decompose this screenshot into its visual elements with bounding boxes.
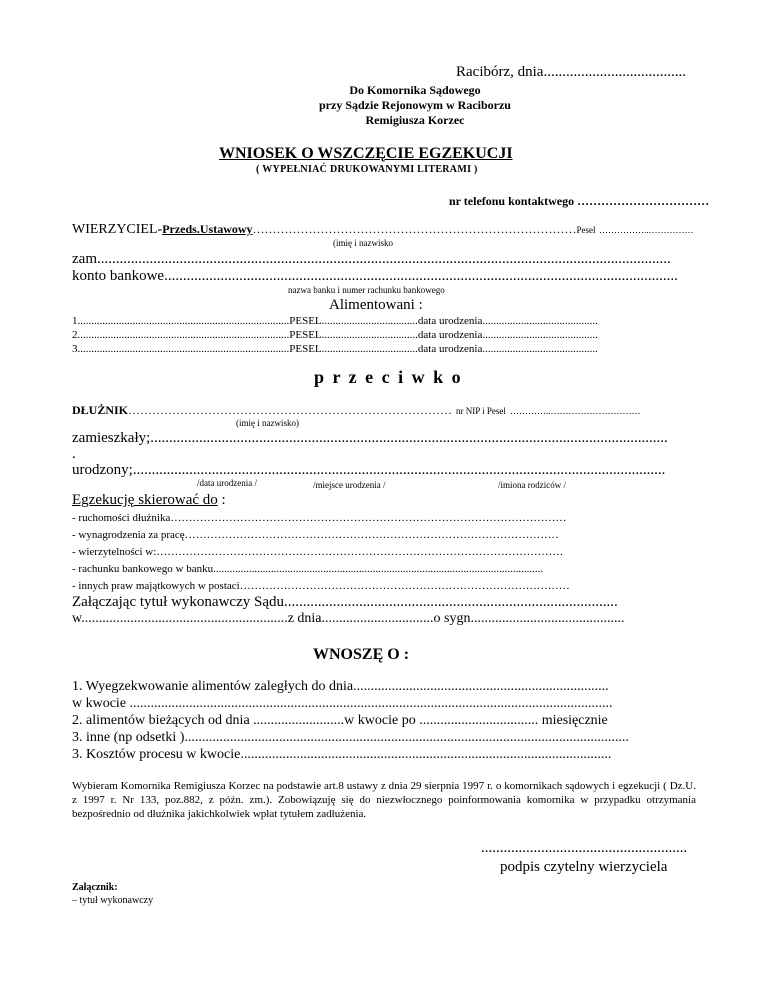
alimented-row-2-right: data urodzenia.......................................... [417,329,598,341]
alimented-row-2-left: 2.............................................................................PESEL................................... [72,329,418,341]
statement-paragraph: Wybieram Komornika Remigiusza Korzec na podstawie art.8 ustawy z dnia 29 sierpnia 1997 r. o komornikach sądowych i egzekucji ( Dz.U. z 1997 r. Nr 133, poz.882, z późn. zm.). Zobowiązuję się do niezwłocznego poinformowania komornika w przypadku otrzymania bezpośrednio od dłużnika jakichkolwiek wpłat tytułem zadłużenia. [72,780,696,820]
alimented-row-1 [72,315,598,327]
enforcement-title-line-2: w...........................................................z dnia................................o sygn............................................ [72,611,625,626]
recipient-line-2: przy Sądzie Rejonowym w Raciborzu [319,98,511,112]
request-item-1-amount: w kwocie .......................................................................................................................................... [72,696,613,711]
against-heading: p r z e c i w k o [314,367,463,387]
request-heading: WNOSZĘ O : [313,646,410,663]
enforcement-item-1: - ruchomości dłużnika……………………………………………………………………………………………… [72,512,567,524]
creditor-pesel-dots: ……………..…………… [599,225,694,235]
enforcement-heading [72,492,226,509]
enforcement-heading-text: Egzekucję skierować do [72,492,218,508]
attachment-item-1: – tytuł wykonawczy [72,895,154,906]
creditor-line [72,222,694,238]
alimented-row-3 [72,343,598,355]
document-subtitle: ( WYPEŁNIAĆ DRUKOWANYMI LITERAMI ) [256,164,478,175]
creditor-name-hint: (imię i nazwisko [333,238,393,248]
debtor-born: urodzony;.............................................................................................................................................. [72,462,666,478]
enforcement-item-2: - wynagrodzenia za pracę………………………………………………………………………………………… [72,529,559,541]
alimented-row-3-right: data urodzenia.......................................... [417,343,598,355]
creditor-bank-account: konto bankowe......................................................................................................................................... [72,268,678,284]
debtor-hint-date: /data urodzenia / [197,478,257,488]
alimented-row-2 [72,329,598,341]
request-item-4: 3. Kosztów procesu w kwocie.......................................................................................................... [72,747,612,762]
request-item-2: 2. alimentów bieżących od dnia ..........................w kwocie po .................................. miesięcznie [72,713,608,728]
debtor-nip-label: nr NIP i Pesel [456,406,506,416]
recipient-line-1: Do Komornika Sądowego [349,83,481,97]
place-date-line: Racibórz, dnia...................................... [456,64,686,80]
enforcement-item-3: - wierzytelności w:………………………………………………………………………………………………… [72,546,564,558]
debtor-label: DŁUŻNIK [72,403,129,417]
debtor-address-dot: . [72,446,76,462]
debtor-address: zamieszkały;.......................................................................................................................................... [72,430,668,446]
request-item-3: 3. inne (np odsetki )............................................................................................................................... [72,730,629,745]
alimented-row-3-left: 3.............................................................................PESEL................................... [72,343,418,355]
creditor-bank-hint: nazwa banku i numer rachunku bankowego [288,285,445,295]
alimented-heading: Alimentowani : [329,297,423,313]
debtor-name-hint: (imię i nazwisko) [236,418,299,428]
enforcement-title-line-1: Załączając tytuł wykonawczy Sądu......................................................................................... [72,594,618,610]
enforcement-item-5: - innych praw majątkowych w postaci……………………………………………………………………………… [72,580,570,592]
document-title: WNIOSEK O WSZCZĘCIE EGZEKUCJI [219,145,513,162]
debtor-hint-parents: /imiona rodziców / [498,480,566,490]
enforcement-item-4: - rachunku bankowego w banku........................................................................................................................ [72,563,544,575]
debtor-hint-place: /miejsce urodzenia / [313,480,386,490]
phone-line: nr telefonu kontaktwego …………………………… [449,194,710,208]
debtor-line [72,401,640,419]
creditor-value: Przeds.Ustawowy [162,222,253,236]
attachment-label: Załącznik: [72,882,118,893]
signature-dots: ....................................................... [481,840,688,856]
enforcement-heading-colon: : [217,492,226,508]
debtor-nip-dots: …………..………………………… [509,406,641,416]
alimented-row-1-right: data urodzenia.......................................... [417,315,598,327]
debtor-dots: ……………………………………………………………………… [128,403,453,417]
alimented-row-1-left: 1.............................................................................PESEL................................... [72,315,418,327]
signature-label: podpis czytelny wierzyciela [500,859,668,875]
recipient-line-3: Remigiusza Korzec [365,113,465,127]
creditor-address: zam......................................................................................................................................................... [72,251,671,267]
creditor-label: WIERZYCIEL- [72,222,163,237]
request-item-1: 1. Wyegzekwowanie alimentów zaległych do dnia......................................................................... [72,679,609,694]
creditor-dots: ……………………………………………………………………… [252,222,577,236]
creditor-pesel-label: Pesel [576,225,596,235]
